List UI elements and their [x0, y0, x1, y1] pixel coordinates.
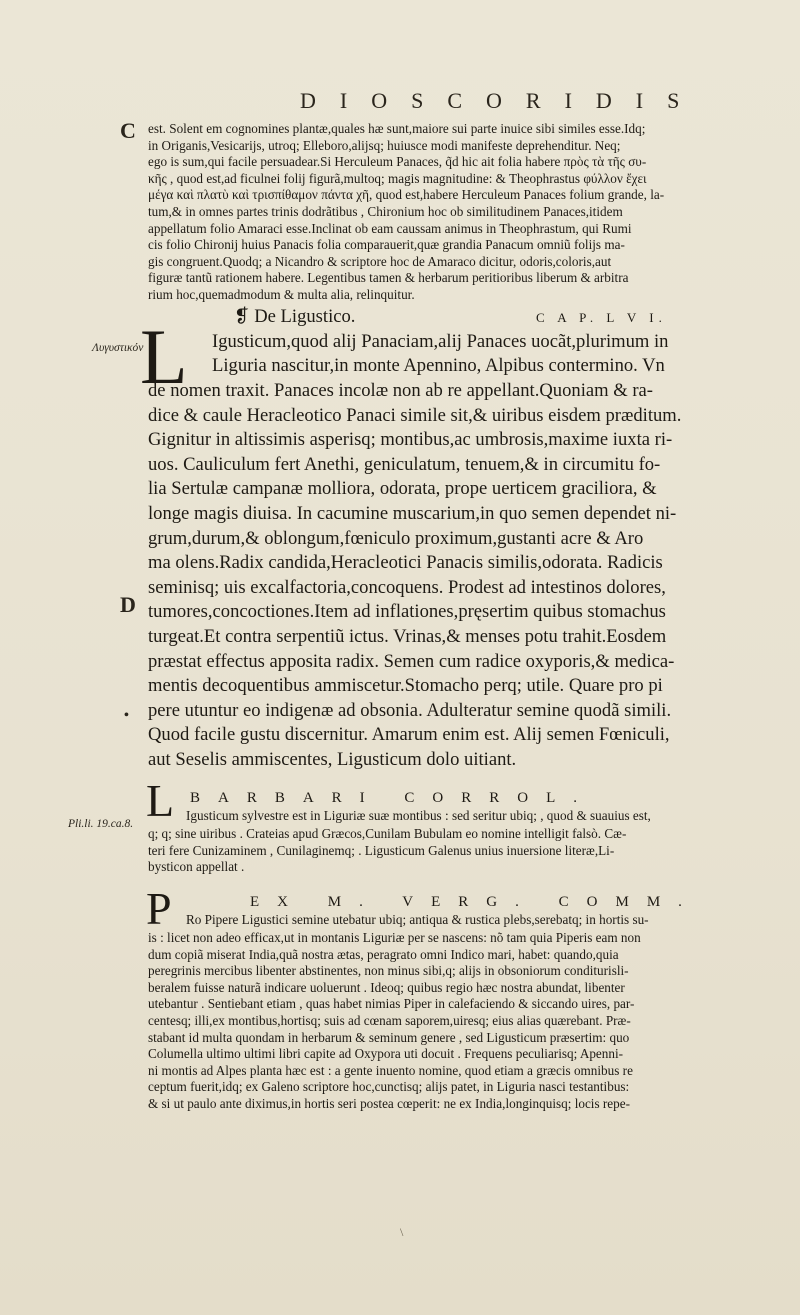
text-line: turgeat.Et contra serpentiũ ictus. Vrinas,& menses potu trahit.Eosdem	[148, 625, 667, 647]
text-line: rium hoc,quemadmodum & multa alia, relinquitur.	[148, 286, 415, 302]
text-line: dice & caule Heracleotico Panaci simile sit,& uiribus eisdem præditum.	[148, 404, 682, 426]
text-line: tumores,concoctiones.Item ad inflationes,pręsertim quibus stomachus	[148, 601, 666, 623]
text-line: ma olens.Radix candida,Heracleotici Panacis similis,odorata. Radicis	[148, 552, 663, 574]
text-line: Liguria nascitur,in monte Apennino, Alpibus contermino. Vn	[212, 355, 665, 376]
text-line: dum copiã miserat India,quã nostra ætas, peragrato omni Indico mari, habet: quando,quia	[148, 946, 619, 962]
chapter-title: ❡ De Ligustico.	[234, 306, 356, 327]
text-line: Quod facile gustu discernitur. Amarum enim est. Alij semen Fœniculi,	[148, 724, 670, 746]
text-line: q; q; sine uiribus . Crateias apud Græcos,Cunilam Bubulam eo nomine intelligit falsò. Cæ-	[148, 826, 627, 841]
text-line: bysticon appellat .	[148, 859, 245, 875]
text-line: Columella ultimo ultimi libri capite ad Oxypora uti docuit . Frequens peculiarisq; Apenni-	[148, 1046, 624, 1062]
running-head: DIOSCORIDIS	[300, 88, 704, 113]
text-line: mentis decoquentibus ammiscetur.Stomacho perq; utile. Quare pro pi	[148, 675, 663, 697]
text-line: seminisq; uis excalfactoria,concoquens. Prodest ad intestinos dolores,	[148, 576, 666, 598]
drop-cap-l: L	[140, 313, 188, 400]
drop-cap-comm: P	[146, 883, 172, 934]
text-line: centesq; illi,ex montibus,hortisq; suis ad cœnam saporem,uiresq; eius alias quærebant. Præ-	[148, 1012, 631, 1028]
text-line: grum,durum,& oblongum,fœniculo proximum,gustanti acre & Aro	[148, 527, 644, 549]
text-line: ni montis ad Alpes planta hæc est : a gente inuento nomine, quod etiam a græcis omnibus re	[148, 1062, 633, 1078]
margin-letter-c: C	[120, 118, 136, 143]
barbari-passage-cont	[148, 826, 768, 876]
text-line: in Origanis,Vesicarijs, utroq; Elleboro,alijsq; huiusce modi manifeste deprehenditur. Neq;	[148, 137, 621, 153]
comm-passage	[148, 930, 768, 1113]
text-line: & si ut paulo ante diximus,in hortis seri postea cœperit: ne ex India,longinquisq; locis repe-	[148, 1095, 630, 1111]
text-line: Gignitur in altissimis asperisq; montibus,ac umbrosis,maxime iuxta ri-	[148, 429, 673, 451]
chapter-number: C A P. L V I.	[536, 310, 667, 325]
margin-letter-d: D	[120, 592, 136, 617]
text-line: peregrinis mercibus libenter abstinentes, non minus sibi,q; alijs in obsoniorum conditurisli-	[148, 963, 629, 979]
drop-cap-barbari: L	[146, 775, 175, 826]
text-line: μέγα καὶ πλατὺ καὶ τρισπίθαμον πάντα χῆ, quod est,habere Herculeum Panaces folium grande, la-	[148, 187, 665, 203]
margin-bullet: •	[124, 708, 129, 723]
text-line: ego is sum,qui facile persuadear.Si Herculeum Panaces, q̃d hic ait folia habere πρὸς τὰ τῆς συ-	[148, 154, 647, 170]
barbari-passage	[186, 808, 768, 825]
text-line: teri fere Cunizaminem , Cunilaginemq; . Ligusticum Galenus unius inuersione literæ,Li-	[148, 842, 615, 858]
text-line: tum,& in omnes partes trinis dodrãtibus , Chironium hoc ob similitudinem Panaces,itidem	[148, 203, 623, 219]
text-line: de nomen traxit. Panaces incolæ non ab re appellant.Quoniam & ra-	[148, 380, 653, 401]
text-line: cis folio Chironij huius Panacis folia comparauerit,quæ grandia Panacum omniũ folijs ma-	[148, 237, 625, 253]
text-line: uos. Cauliculum fert Anethi, geniculatum, tenuem,& in circumitu fo-	[148, 453, 661, 475]
text-line: lia Sertulæ campanæ molliora, odorata, prope uerticem graciliora, &	[148, 478, 657, 500]
section-title-comm: EX M. VERG. COMM.	[250, 894, 700, 910]
text-line: figuræ tantũ rationem habere. Legentibus tamen & herbarum peritioribus liberum & arbitra	[148, 270, 629, 286]
text-line: longe magis diuisa. In cacumine muscarium,in quo semen dependet ni-	[148, 502, 677, 524]
margin-note-plinius: Pli.li. 19.ca.8.	[68, 818, 134, 830]
text-line: beralem fuisse naturã indicare uoluerunt . Ideoq; quibus regio hæc nostra abundat, libenter	[148, 979, 625, 995]
text-line: is : licet non adeo efficax,ut in montanis Liguriæ per se nascens: nõ tam quia Piperis eam non	[148, 930, 641, 945]
text-line: stabant id multa quondam in herbarum & seminum genere , sed Ligusticum præsertim: quo	[148, 1029, 630, 1045]
section-title-barbari: BARBARI CORROL.	[190, 790, 596, 806]
text-line: κῆς , quod est,ad ficulnei folij figurã,multoq; magis magnitudine: & Theophrastus φύλλον ἔχει	[148, 170, 647, 186]
text-line: Ro Pipere Ligustici semine utebatur ubiq; antiqua & rustica plebs,serebatq; in hortis su-	[186, 912, 649, 927]
text-line: præstat effectus apposita radix. Semen cum radice oxyporis,& medica-	[148, 650, 675, 672]
margin-note-greek: Λυγυστικόν	[92, 342, 144, 354]
top-passage	[148, 121, 768, 304]
text-line: gis congruent.Quodq; a Nicandro & scriptore hoc de Amaraco dicitur, odoris,coloris,aut	[148, 253, 612, 269]
comm-passage-first	[186, 912, 768, 929]
text-line: pere utuntur eo indigenæ ad obsonia. Adulteratur semine quodã simili.	[148, 699, 672, 721]
text-line: utebantur . Sentiebant etiam , quas habet nimias Piper in calefaciendo & siccando uires, par-	[148, 996, 635, 1012]
text-line: est. Solent em cognomines plantæ,quales hæ sunt,maiore sui parte inuice sibi similes esse.Idq;	[148, 121, 646, 136]
text-line: ceptum fuerit,idq; ex Galeno scriptore hoc,cunctisq; alijs patet, in Liguria nasci testantibus:	[148, 1079, 630, 1095]
text-line: Igusticum sylvestre est in Liguriæ suæ montibus : sed seritur ubiq; , quod & suauius est,	[186, 808, 651, 823]
text-line: aut Seselis ammiscentes, Ligusticum dolo uitiant.	[148, 748, 517, 770]
page-mark: \	[400, 1225, 404, 1239]
text-line: appellatum folio Amaraci esse.Inclinat ob eam caussam animus in Theophrastum, qui Rumi	[148, 220, 632, 236]
text-line: Igusticum,quod alij Panaciam,alij Panaces uocãt,plurimum in	[212, 331, 669, 352]
